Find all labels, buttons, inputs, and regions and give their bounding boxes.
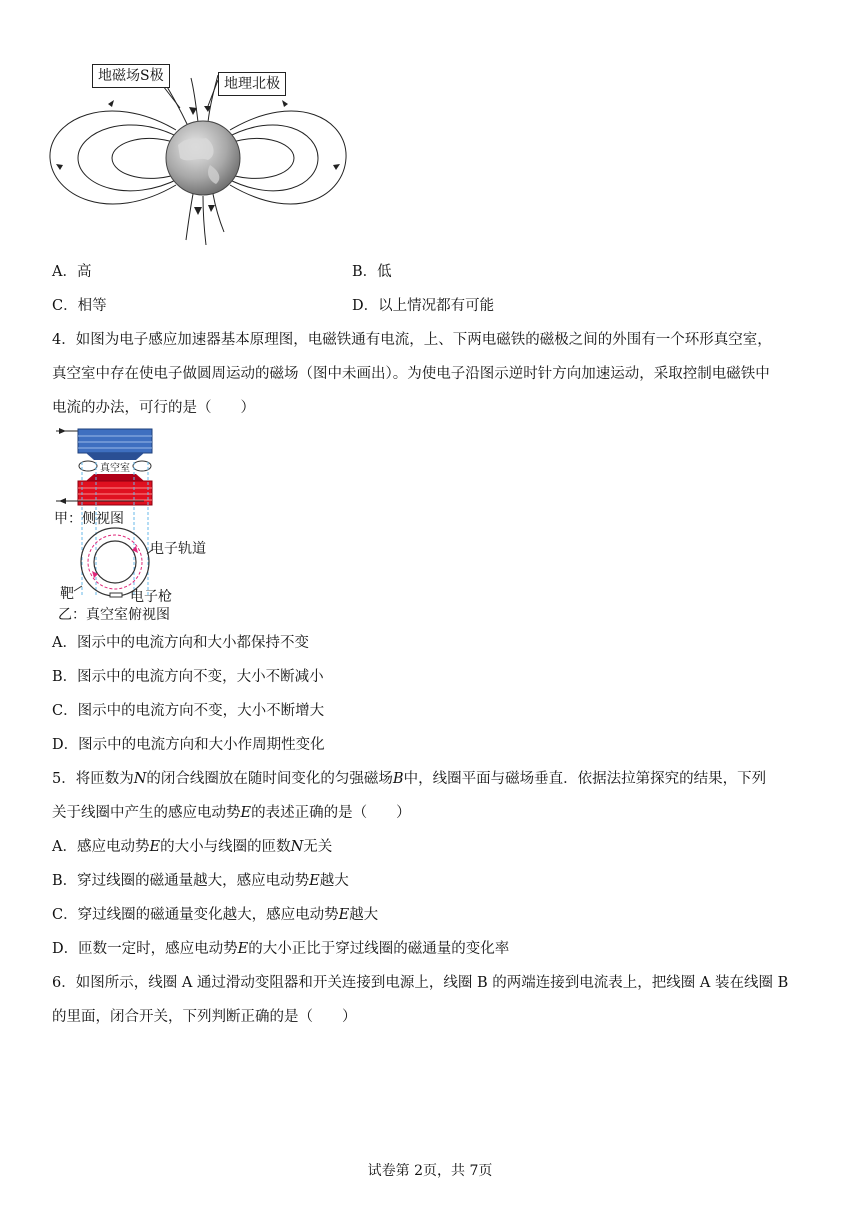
q6-line-2: 的里面，闭合开关，下列判断正确的是（ ） — [52, 1009, 357, 1025]
q3-option-d: D．以上情况都有可能 — [352, 298, 495, 314]
q5-option-a: A．感应电动势E的大小与线圈的匝数N无关 — [52, 839, 333, 855]
page-footer: 试卷第 2页，共 7页 — [367, 1163, 493, 1179]
earth-magnetic-field-figure — [48, 60, 348, 250]
label-geomagnetic-s-pole: 地磁场S极 — [92, 64, 170, 88]
q3-option-b: B．低 — [352, 264, 392, 280]
q3-option-a: A．高 — [52, 264, 92, 280]
q4-option-a: A．图示中的电流方向和大小都保持不变 — [52, 635, 309, 651]
q5-line-1: 5．将匝数为N的闭合线圈放在随时间变化的匀强磁场B中，线圈平面与磁场垂直．依据法拉第探究的结果，下列 — [52, 771, 767, 787]
caption-top-view: 乙：真空室俯视图 — [58, 607, 170, 623]
q5-line-2: 关于线圈中产生的感应电动势E的表述正确的是（ ） — [52, 805, 411, 821]
q3-option-c: C．相等 — [52, 298, 107, 314]
label-vacuum-chamber: 真空室 — [100, 463, 130, 474]
q4-option-c: C．图示中的电流方向不变，大小不断增大 — [52, 703, 325, 719]
q4-option-d: D．图示中的电流方向和大小作周期性变化 — [52, 737, 325, 753]
q4-option-b: B．图示中的电流方向不变，大小不断减小 — [52, 669, 324, 685]
label-target: 靶 — [60, 586, 74, 602]
q6-line-1: 6．如图所示，线圈 A 通过滑动变阻器和开关连接到电源上，线圈 B 的两端连接到电流表上，把线圈 A 装在线圈 B — [52, 975, 789, 991]
label-geographic-north: 地理北极 — [218, 72, 286, 96]
caption-side-view: 甲：侧视图 — [54, 511, 124, 527]
q5-option-c: C．穿过线圈的磁通量变化越大，感应电动势E越大 — [52, 907, 379, 923]
q4-line-2: 真空室中存在使电子做圆周运动的磁场（图中未画出）。为使电子沿图示逆时针方向加速运动，采取控制电磁铁中 — [52, 366, 770, 382]
label-electron-gun: 电子枪 — [130, 589, 172, 605]
label-electron-orbit: 电子轨道 — [150, 541, 206, 557]
electron-accelerator-figure — [52, 426, 232, 626]
q4-line-3: 电流的办法，可行的是（ ） — [52, 400, 255, 416]
q5-option-b: B．穿过线圈的磁通量越大，感应电动势E越大 — [52, 873, 349, 889]
q5-option-d: D．匝数一定时，感应电动势E的大小正比于穿过线圈的磁通量的变化率 — [52, 941, 510, 957]
q4-line-1: 4．如图为电子感应加速器基本原理图，电磁铁通有电流，上、下两电磁铁的磁极之间的外围有一个环形真空室， — [52, 332, 772, 348]
